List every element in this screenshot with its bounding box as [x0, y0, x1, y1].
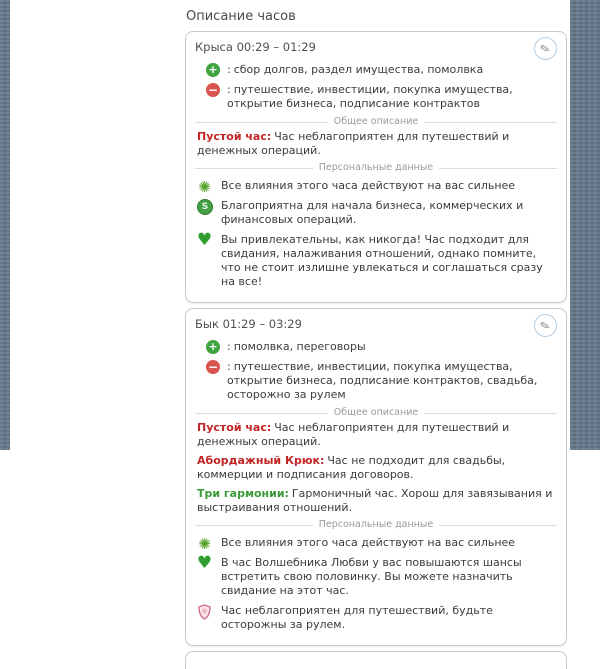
- colon: :: [227, 360, 231, 373]
- description-text: Час неблагоприятен для путешествий и денежных операций.: [197, 130, 510, 157]
- description-label: Пустой час:: [197, 421, 272, 434]
- bad-activities-line: [206, 360, 557, 402]
- personal-text: Все влияния этого часа действуют на вас сильнее: [221, 179, 516, 192]
- good-activities-text: помолвка, переговоры: [233, 340, 366, 353]
- personal-text: Все влияния этого часа действуют на вас сильнее: [221, 536, 516, 549]
- shield-icon: [196, 603, 213, 620]
- minus-icon: −: [207, 360, 219, 374]
- right-background-strip: [570, 0, 600, 450]
- colon: :: [227, 340, 231, 353]
- heart-icon: ♥: [196, 552, 213, 573]
- description-text: Час не подходит для свадьбы, коммерции и подписания договоров.: [197, 454, 506, 481]
- hour-card-rat: [185, 31, 567, 303]
- good-activities-text: сбор долгов, раздел имущества, помолвка: [233, 63, 484, 76]
- description-text: Час неблагоприятен для путешествий и денежных операций.: [197, 421, 510, 448]
- pencil-icon: ✎: [538, 40, 553, 57]
- colon: :: [227, 83, 231, 96]
- personal-item: [196, 552, 557, 598]
- personal-text: Вы привлекательны, как никогда! Час подходит для свидания, налаживания отношений, однако помните, что не стоит излишне увлекаться и соглашаться сразу на все!: [221, 233, 543, 288]
- edit-button[interactable]: [534, 314, 557, 337]
- general-description-divider: Общее описание: [195, 117, 557, 127]
- sun-icon: ✺: [198, 177, 211, 196]
- description-label: Три гармонии:: [197, 487, 289, 500]
- personal-item: [196, 229, 557, 289]
- general-description-item: [197, 421, 557, 449]
- personal-item: [196, 177, 557, 196]
- pencil-icon: ✎: [538, 317, 553, 334]
- personal-data-divider: Персональные данные: [195, 520, 557, 530]
- good-activities-line: [206, 63, 557, 77]
- personal-text: Благоприятна для начала бизнеса, коммерческих и финансовых операций.: [221, 199, 524, 226]
- personal-text: Час неблагоприятен для путешествий, будьте осторожны за рулем.: [221, 604, 493, 631]
- personal-item: [196, 199, 557, 227]
- card-header: [195, 37, 557, 60]
- plus-icon: +: [206, 340, 220, 354]
- edit-button[interactable]: [534, 37, 557, 60]
- personal-item: [196, 534, 557, 553]
- general-description-item: [197, 454, 557, 482]
- good-activities-line: [206, 340, 557, 354]
- hour-card-partial: [185, 651, 567, 669]
- description-label: Абордажный Крюк:: [197, 454, 325, 467]
- personal-text: В час Волшебника Любви у вас повышаются шансы встретить свою половинку. Вы можете назначить свидание на этот час.: [221, 556, 522, 597]
- sun-icon: ✺: [198, 534, 211, 553]
- left-background-strip: [0, 0, 10, 450]
- plus-icon: +: [206, 63, 220, 77]
- general-description-item: [197, 487, 557, 515]
- personal-data-divider: Персональные данные: [195, 163, 557, 173]
- hour-card-title: Крыса 00:29 – 01:29: [195, 40, 316, 54]
- description-label: Пустой час:: [197, 130, 272, 143]
- main-content: [185, 0, 567, 669]
- minus-icon: −: [207, 83, 219, 97]
- bad-activities-text: путешествие, инвестиции, покупка имущества, открытие бизнеса, подписание контрактов: [227, 83, 513, 110]
- coin-icon: S: [197, 199, 213, 215]
- hour-card-ox: [185, 308, 567, 646]
- bad-activities-line: [206, 83, 557, 111]
- colon: :: [227, 63, 231, 76]
- card-header: [195, 314, 557, 337]
- hour-card-title: Бык 01:29 – 03:29: [195, 317, 302, 331]
- general-description-item: [197, 130, 557, 158]
- bad-activities-text: путешествие, инвестиции, покупка имущества, открытие бизнеса, подписание контрактов, свадьба, осторожно за рулем: [227, 360, 538, 401]
- heart-icon: ♥: [196, 229, 213, 250]
- personal-item: [196, 604, 557, 632]
- description-text: Гармоничный час. Хорош для завязывания и выстраивания отношений.: [197, 487, 553, 514]
- page-title: Описание часов: [186, 9, 296, 24]
- general-description-divider: Общее описание: [195, 408, 557, 418]
